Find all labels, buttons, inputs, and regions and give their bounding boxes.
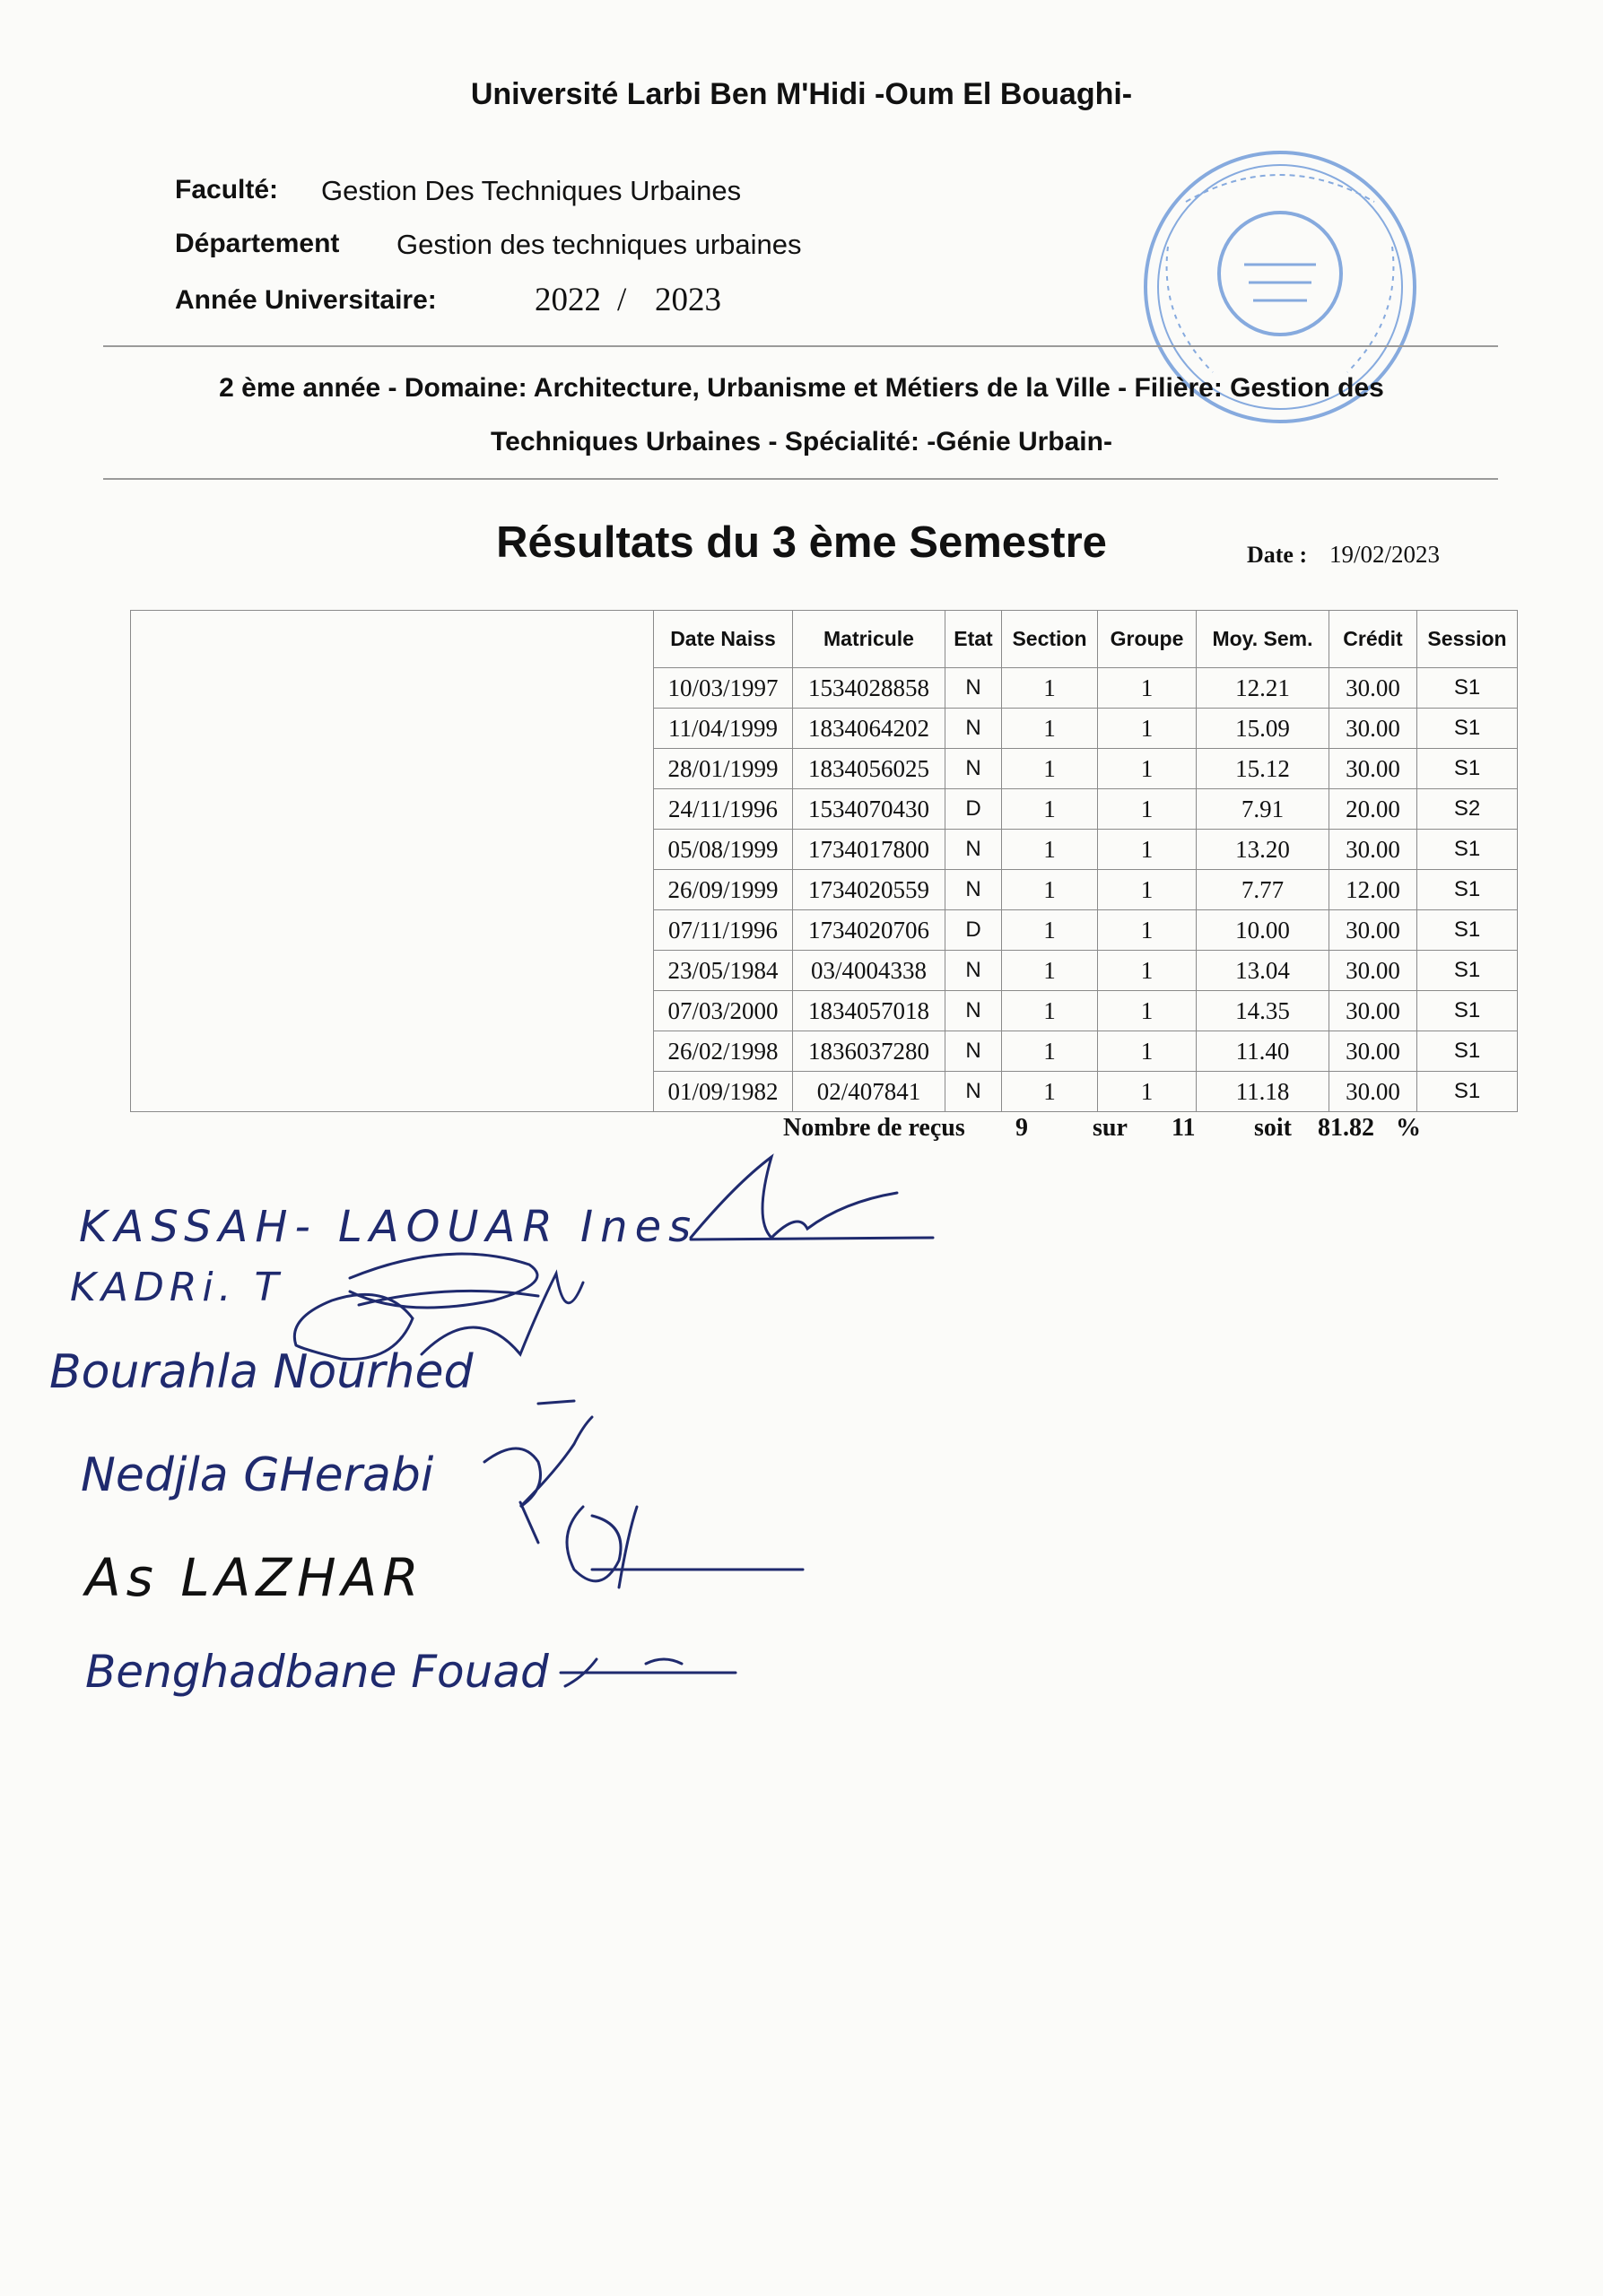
date-naiss-cell: 24/11/1996 xyxy=(654,789,793,830)
groupe-cell: 1 xyxy=(1098,951,1197,991)
matricule-cell: 1534070430 xyxy=(793,789,945,830)
moy-sem-cell: 11.18 xyxy=(1197,1072,1329,1112)
groupe-cell: 1 xyxy=(1098,668,1197,709)
section-cell: 1 xyxy=(1002,870,1098,910)
program-divider xyxy=(103,478,1498,480)
section-cell: 1 xyxy=(1002,910,1098,951)
signature-stroke xyxy=(691,1157,933,1239)
etat-cell: N xyxy=(945,749,1002,789)
credit-cell: 30.00 xyxy=(1329,1072,1417,1112)
matricule-cell: 02/407841 xyxy=(793,1072,945,1112)
redacted-name-cell xyxy=(131,1072,654,1112)
moy-sem-cell: 14.35 xyxy=(1197,991,1329,1031)
table-row xyxy=(131,910,1518,951)
etat-cell: N xyxy=(945,709,1002,749)
summary-passed: 9 xyxy=(1015,1114,1028,1142)
table-row xyxy=(131,1031,1518,1072)
table-row xyxy=(131,870,1518,910)
credit-cell: 30.00 xyxy=(1329,951,1417,991)
date-naiss-cell: 28/01/1999 xyxy=(654,749,793,789)
session-cell: S1 xyxy=(1417,870,1518,910)
groupe-cell: 1 xyxy=(1098,789,1197,830)
session-cell: S1 xyxy=(1417,1031,1518,1072)
moy-sem-cell: 13.20 xyxy=(1197,830,1329,870)
moy-sem-cell: 7.91 xyxy=(1197,789,1329,830)
signature-marks xyxy=(269,1148,987,1704)
matricule-cell: 1834064202 xyxy=(793,709,945,749)
redacted-name-cell xyxy=(131,668,654,709)
session-cell: S1 xyxy=(1417,910,1518,951)
summary-total: 11 xyxy=(1172,1114,1196,1142)
year-value-end: 2023 xyxy=(655,282,721,318)
matricule-cell: 1534028858 xyxy=(793,668,945,709)
credit-cell: 12.00 xyxy=(1329,870,1417,910)
section-cell: 1 xyxy=(1002,668,1098,709)
session-cell: S1 xyxy=(1417,991,1518,1031)
date-naiss-cell: 07/11/1996 xyxy=(654,910,793,951)
redacted-name-cell xyxy=(131,709,654,749)
groupe-cell: 1 xyxy=(1098,749,1197,789)
signature-stroke xyxy=(484,1417,592,1543)
credit-cell: 30.00 xyxy=(1329,668,1417,709)
section-cell: 1 xyxy=(1002,991,1098,1031)
col-section: Section xyxy=(1002,611,1098,668)
year-label: Année Universitaire: xyxy=(175,285,437,315)
signatory-name: KASSAH- LAOUAR Ines xyxy=(79,1202,699,1252)
moy-sem-cell: 11.40 xyxy=(1197,1031,1329,1072)
table-row xyxy=(131,951,1518,991)
year-value-start: 2022 xyxy=(535,282,601,318)
col-etat: Etat xyxy=(945,611,1002,668)
col-groupe: Groupe xyxy=(1098,611,1197,668)
matricule-cell: 03/4004338 xyxy=(793,951,945,991)
moy-sem-cell: 15.09 xyxy=(1197,709,1329,749)
credit-cell: 30.00 xyxy=(1329,749,1417,789)
signatory-name: Nedjla GHerabi xyxy=(81,1448,434,1502)
moy-sem-cell: 15.12 xyxy=(1197,749,1329,789)
signatory-name: As LAZHAR xyxy=(85,1547,424,1608)
col-session: Session xyxy=(1417,611,1518,668)
table-row xyxy=(131,789,1518,830)
redacted-name-cell xyxy=(131,910,654,951)
faculty-label: Faculté: xyxy=(175,175,279,204)
date-naiss-cell: 07/03/2000 xyxy=(654,991,793,1031)
summary-sur-label: sur xyxy=(1093,1114,1128,1142)
table-header-row xyxy=(131,611,1518,668)
table-row xyxy=(131,749,1518,789)
etat-cell: N xyxy=(945,668,1002,709)
date-naiss-cell: 26/02/1998 xyxy=(654,1031,793,1072)
credit-cell: 30.00 xyxy=(1329,991,1417,1031)
date-value: 19/02/2023 xyxy=(1329,541,1441,568)
redacted-name-cell xyxy=(131,789,654,830)
table-row xyxy=(131,668,1518,709)
moy-sem-cell: 12.21 xyxy=(1197,668,1329,709)
groupe-cell: 1 xyxy=(1098,830,1197,870)
header-divider xyxy=(103,345,1498,347)
groupe-cell: 1 xyxy=(1098,709,1197,749)
redacted-name-cell xyxy=(131,749,654,789)
results-table xyxy=(130,610,1518,1112)
section-cell: 1 xyxy=(1002,951,1098,991)
date-naiss-cell: 11/04/1999 xyxy=(654,709,793,749)
table-row xyxy=(131,709,1518,749)
table-row xyxy=(131,830,1518,870)
credit-cell: 30.00 xyxy=(1329,709,1417,749)
program-line-2: Techniques Urbaines - Spécialité: -Génie Urbain- xyxy=(491,427,1112,457)
results-title: Résultats du 3 ème Semestre xyxy=(496,518,1107,567)
summary-percent-sign: % xyxy=(1396,1114,1421,1142)
section-cell: 1 xyxy=(1002,1072,1098,1112)
credit-cell: 30.00 xyxy=(1329,1031,1417,1072)
redacted-name-cell xyxy=(131,951,654,991)
session-cell: S1 xyxy=(1417,749,1518,789)
summary-percent: 81.82 xyxy=(1318,1114,1374,1142)
signatory-name: Bourahla Nourhed xyxy=(49,1345,474,1399)
col-matricule: Matricule xyxy=(793,611,945,668)
redacted-name-cell xyxy=(131,1031,654,1072)
groupe-cell: 1 xyxy=(1098,910,1197,951)
section-cell: 1 xyxy=(1002,709,1098,749)
credit-cell: 30.00 xyxy=(1329,830,1417,870)
date-naiss-cell: 10/03/1997 xyxy=(654,668,793,709)
groupe-cell: 1 xyxy=(1098,870,1197,910)
table-row xyxy=(131,991,1518,1031)
etat-cell: N xyxy=(945,991,1002,1031)
section-cell: 1 xyxy=(1002,789,1098,830)
date-label: Date : xyxy=(1247,542,1308,568)
date-naiss-cell: 26/09/1999 xyxy=(654,870,793,910)
signature-stroke xyxy=(561,1659,736,1686)
redacted-name-cell xyxy=(131,870,654,910)
redacted-name-cell xyxy=(131,991,654,1031)
matricule-cell: 1834057018 xyxy=(793,991,945,1031)
matricule-cell: 1834056025 xyxy=(793,749,945,789)
etat-cell: N xyxy=(945,1031,1002,1072)
session-cell: S2 xyxy=(1417,789,1518,830)
year-separator: / xyxy=(617,282,627,318)
redacted-name-cell xyxy=(131,830,654,870)
col-credit: Crédit xyxy=(1329,611,1417,668)
matricule-cell: 1734017800 xyxy=(793,830,945,870)
moy-sem-cell: 13.04 xyxy=(1197,951,1329,991)
summary-soit-label: soit xyxy=(1254,1114,1292,1142)
session-cell: S1 xyxy=(1417,668,1518,709)
session-cell: S1 xyxy=(1417,709,1518,749)
etat-cell: N xyxy=(945,870,1002,910)
matricule-cell: 1836037280 xyxy=(793,1031,945,1072)
signatory-name: KADRi. T xyxy=(70,1265,284,1310)
program-line-1: 2 ème année - Domaine: Architecture, Urbanisme et Métiers de la Ville - Filière: Gestion des xyxy=(219,373,1384,403)
col-moy-sem: Moy. Sem. xyxy=(1197,611,1329,668)
signature-stroke xyxy=(350,1254,538,1308)
department-value: Gestion des techniques urbaines xyxy=(396,229,802,260)
etat-cell: N xyxy=(945,951,1002,991)
matricule-cell: 1734020706 xyxy=(793,910,945,951)
moy-sem-cell: 7.77 xyxy=(1197,870,1329,910)
section-cell: 1 xyxy=(1002,749,1098,789)
matricule-cell: 1734020559 xyxy=(793,870,945,910)
section-cell: 1 xyxy=(1002,830,1098,870)
session-cell: S1 xyxy=(1417,830,1518,870)
section-cell: 1 xyxy=(1002,1031,1098,1072)
credit-cell: 20.00 xyxy=(1329,789,1417,830)
session-cell: S1 xyxy=(1417,951,1518,991)
etat-cell: D xyxy=(945,789,1002,830)
groupe-cell: 1 xyxy=(1098,1031,1197,1072)
groupe-cell: 1 xyxy=(1098,991,1197,1031)
date-naiss-cell: 05/08/1999 xyxy=(654,830,793,870)
moy-sem-cell: 10.00 xyxy=(1197,910,1329,951)
signatory-name: Benghadbane Fouad xyxy=(85,1646,549,1698)
groupe-cell: 1 xyxy=(1098,1072,1197,1112)
credit-cell: 30.00 xyxy=(1329,910,1417,951)
date-naiss-cell: 23/05/1984 xyxy=(654,951,793,991)
session-cell: S1 xyxy=(1417,1072,1518,1112)
redacted-names-column xyxy=(131,611,654,668)
table-row xyxy=(131,1072,1518,1112)
faculty-value: Gestion Des Techniques Urbaines xyxy=(321,175,742,206)
summary-label: Nombre de reçus xyxy=(783,1114,965,1142)
university-title: Université Larbi Ben M'Hidi -Oum El Bouaghi- xyxy=(470,77,1133,111)
etat-cell: N xyxy=(945,830,1002,870)
date-naiss-cell: 01/09/1982 xyxy=(654,1072,793,1112)
etat-cell: D xyxy=(945,910,1002,951)
col-date-naiss: Date Naiss xyxy=(654,611,793,668)
signature-stroke xyxy=(567,1507,803,1587)
department-label: Département xyxy=(175,229,340,258)
etat-cell: N xyxy=(945,1072,1002,1112)
